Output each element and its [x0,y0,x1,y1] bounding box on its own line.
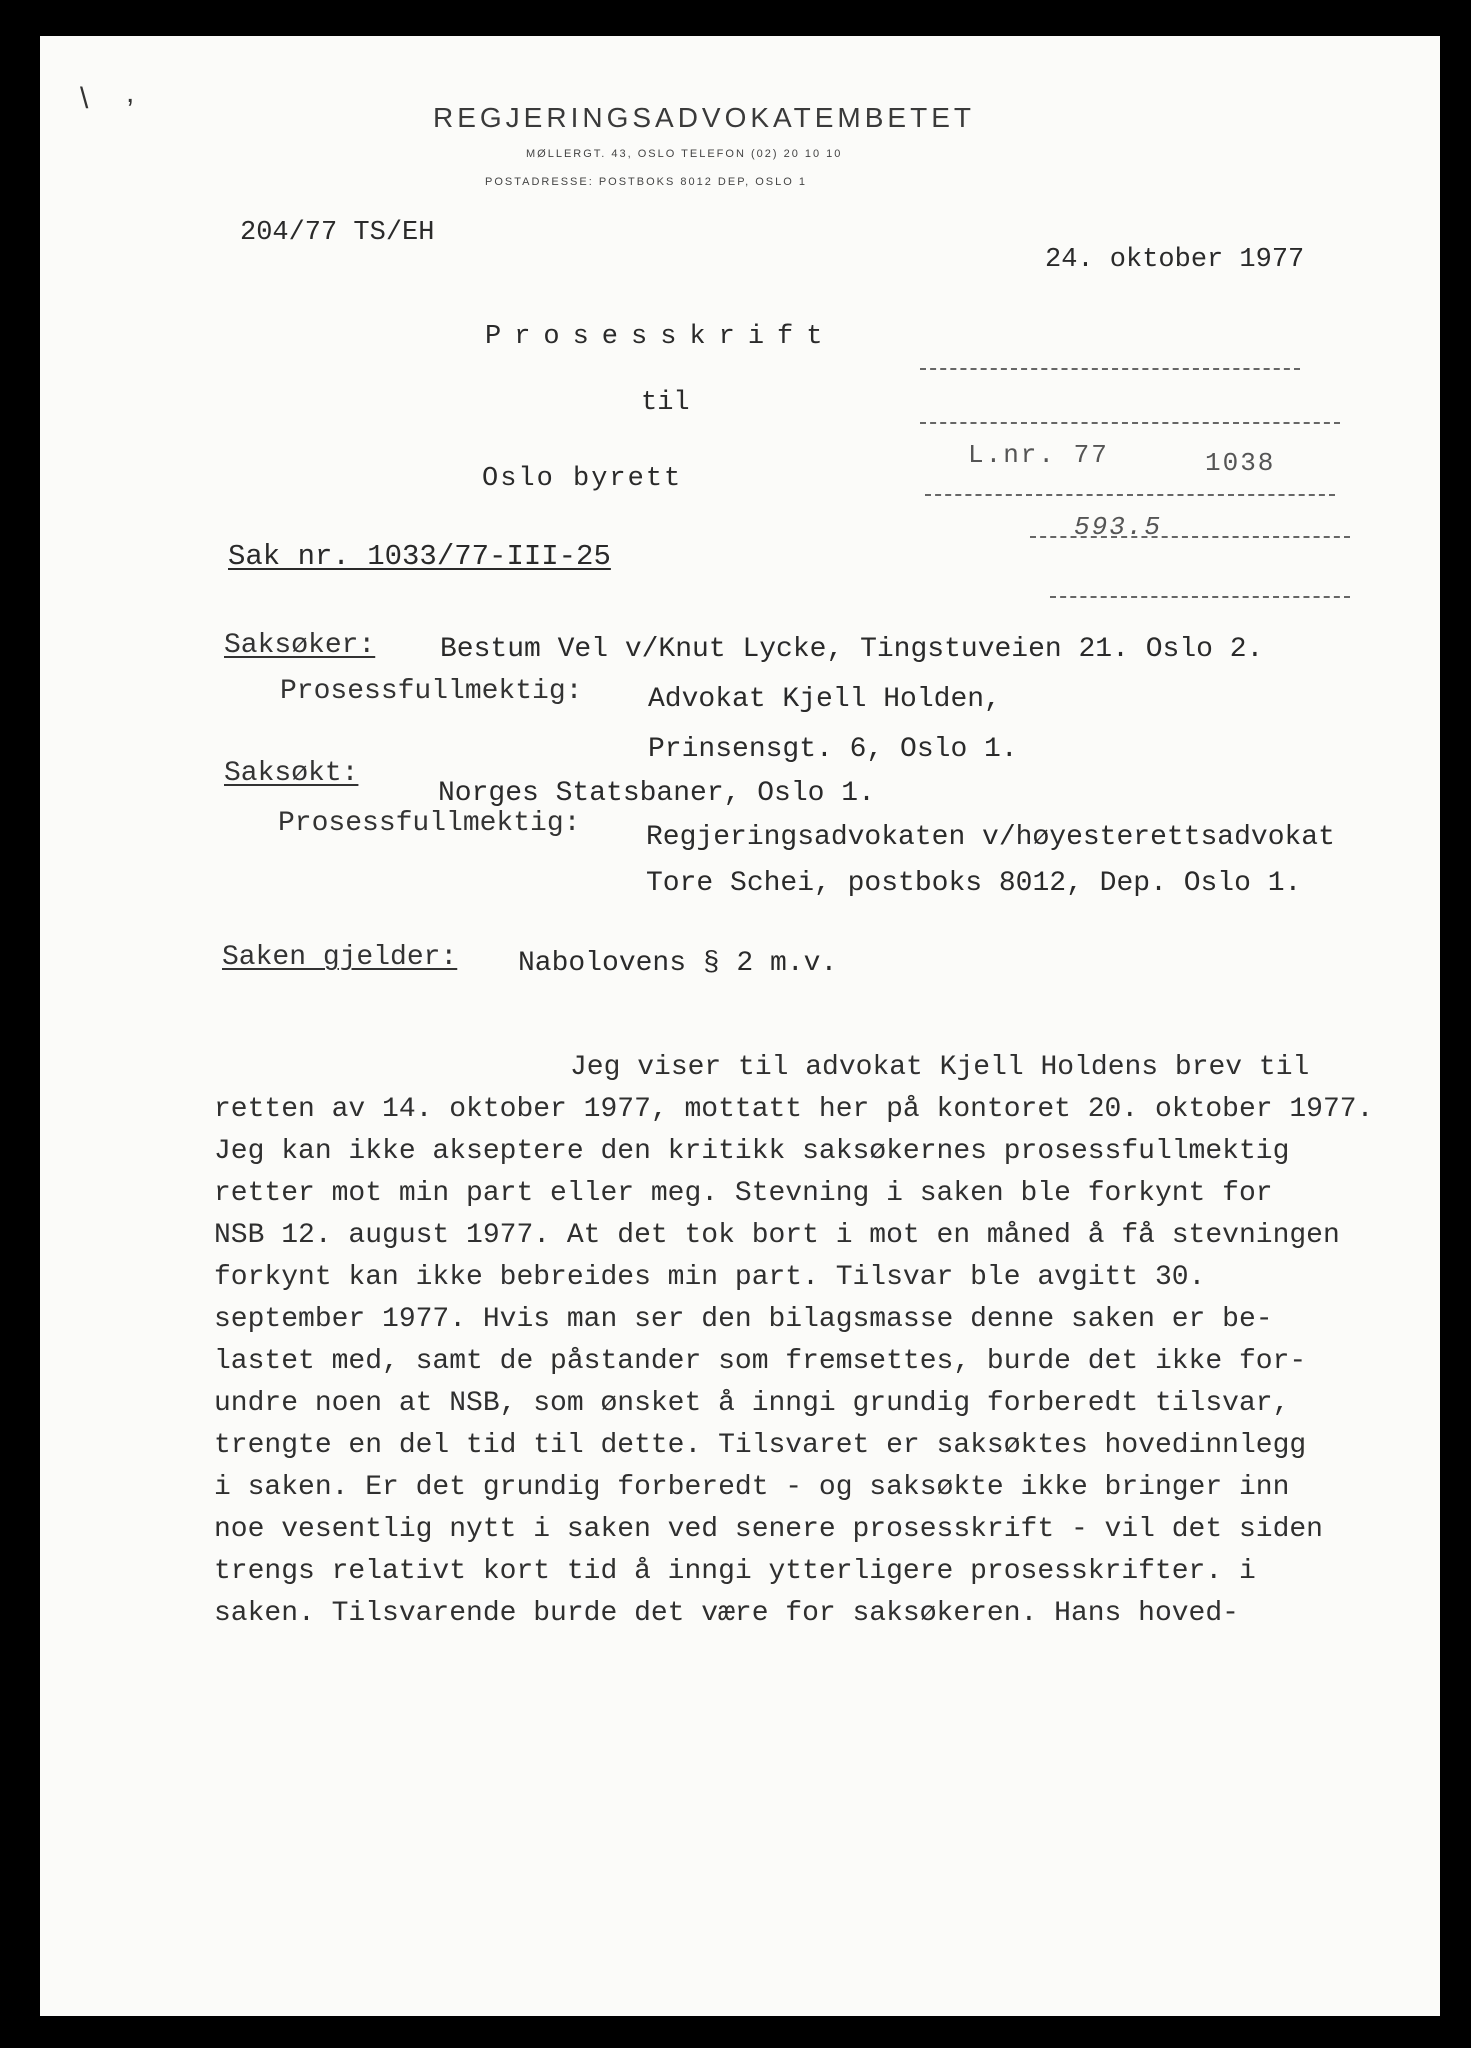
defendant-value: Norges Statsbaner, Oslo 1. [438,778,875,809]
subject-label: Saken gjelder: [222,942,458,973]
letterhead-title: REGJERINGSADVOKATEMBETET [433,102,975,133]
court-name: Oslo byrett [482,464,683,494]
plaintiff-label: Saksøker: [224,630,376,661]
document-to: til [641,388,690,418]
defendant-counsel-line2: Tore Schei, postboks 8012, Dep. Oslo 1. [646,868,1302,899]
document-page [40,36,1440,2016]
body-line: saken. Tilsvarende burde det være for saksøkeren. Hans hoved- [214,1598,1239,1629]
body-line: Jeg kan ikke akseptere den kritikk saksøkernes prosessfullmektig [214,1136,1290,1167]
body-line: retter mot min part eller meg. Stevning i saken ble forkynt for [214,1178,1273,1209]
document-title: Prosesskrift [485,322,836,352]
plaintiff-value: Bestum Vel v/Knut Lycke, Tingstuveien 21. Oslo 2. [440,634,1264,665]
stamp-rule [1030,536,1350,538]
defendant-counsel-label: Prosessfullmektig: [278,808,581,839]
body-line: trengs relativt kort tid å inngi ytterligere prosesskrifter. i [214,1556,1256,1587]
body-line: september 1977. Hvis man ser den bilagsmasse denne saken er be- [214,1304,1273,1335]
margin-mark: , [126,76,135,109]
plaintiff-counsel-label: Prosessfullmektig: [280,676,583,707]
body-line: NSB 12. august 1977. At det tok bort i mot en måned å få stevningen [214,1220,1340,1251]
body-line: i saken. Er det grundig forberedt - og saksøkte ikke bringer inn [214,1472,1290,1503]
defendant-label: Saksøkt: [224,758,359,789]
stamp-sequence: 1038 [1205,448,1276,478]
letterhead-postal: POSTADRESSE: POSTBOKS 8012 DEP, OSLO 1 [485,176,807,188]
case-number: Sak nr. 1033/77-III-25 [228,540,611,573]
body-line: retten av 14. oktober 1977, mottatt her på kontoret 20. oktober 1977. [214,1094,1374,1125]
stamp-journal-number: L.nr. 77 [968,440,1109,470]
stamp-rule [1050,596,1350,598]
margin-mark: \ [80,82,89,115]
body-line: lastet med, samt de påstander som fremsettes, burde det ikke for- [214,1346,1307,1377]
document-date: 24. oktober 1977 [1045,245,1305,275]
stamp-rule [920,368,1300,370]
body-line: undre noen at NSB, som ønsket å inngi grundig forberedt tilsvar, [214,1388,1290,1419]
reference-number: 204/77 TS/EH [240,218,435,248]
stamp-archive-code: 593.5 [1074,512,1163,542]
plaintiff-counsel-line2: Prinsensgt. 6, Oslo 1. [648,734,1018,765]
letterhead-address: MØLLERGT. 43, OSLO TELEFON (02) 20 10 10 [526,148,843,160]
plaintiff-counsel-line1: Advokat Kjell Holden, [648,684,1001,715]
body-line: Jeg viser til advokat Kjell Holdens brev til [570,1052,1310,1083]
subject-value: Nabolovens § 2 m.v. [518,948,838,979]
body-line: forkynt kan ikke bebreides min part. Tilsvar ble avgitt 30. [214,1262,1206,1293]
stamp-rule [925,494,1335,496]
body-line: trengte en del tid til dette. Tilsvaret er saksøktes hovedinnlegg [214,1430,1307,1461]
defendant-counsel-line1: Regjeringsadvokaten v/høyesterettsadvokat [646,822,1335,853]
body-line: noe vesentlig nytt i saken ved senere prosesskrift - vil det siden [214,1514,1323,1545]
stamp-rule [920,422,1340,424]
